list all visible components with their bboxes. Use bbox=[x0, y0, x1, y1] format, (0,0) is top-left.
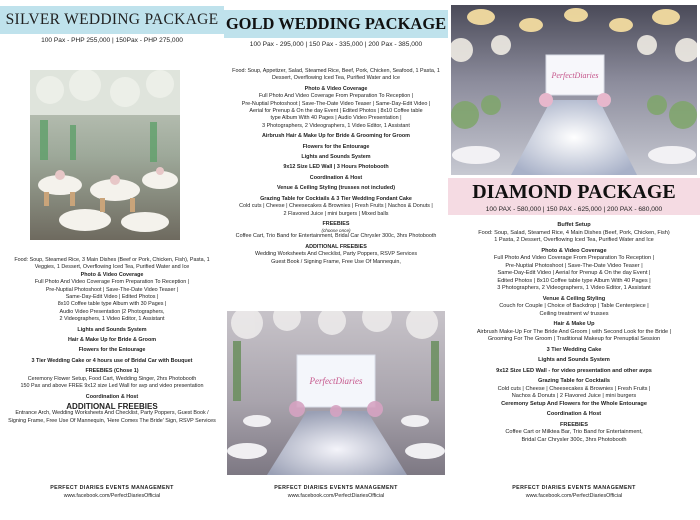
silver-additional-line: Entrance Arch, Wedding Worksheets And Checklist, Party Poppers, Guest Book / bbox=[15, 410, 209, 417]
gold-package-column bbox=[224, 0, 448, 520]
diamond-prices: 100 PAX - 580,000 | 150 PAX - 625,000 | 200 PAX - 680,000 bbox=[485, 206, 663, 213]
silver-food: Food: Soup, Steamed Rice, 3 Main Dishes (Beef or Pork, Chicken, Fish), Pasta, 1 Veggies, 1 Dessert, Overflowing Iced Tea, Purified Water and Ice bbox=[14, 257, 210, 271]
gold-flowers: Flowers for the Entourage bbox=[302, 143, 370, 150]
diamond-lights: Lights and Sounds System bbox=[538, 357, 610, 363]
diamond-grazing-heading: Grazing Table for Cocktails bbox=[537, 378, 610, 384]
diamond-photo-video-line: Edited Photos | 8x10 Coffee table type Album With 40 Pages | bbox=[497, 277, 651, 284]
silver-photo-video-line: Same-Day-Edit Video | Edited Photos | bbox=[65, 294, 159, 301]
silver-footer bbox=[0, 484, 224, 500]
gold-venue: Venue & Ceiling Styling (trusses not included) bbox=[276, 185, 395, 192]
diamond-hair-heading: Hair & Make Up bbox=[553, 321, 595, 327]
silver-additional-heading: ADDITIONAL FREEBIES bbox=[66, 401, 158, 411]
gold-grazing-line: 2 Flavored Juice | mini burgers | Mixed balls bbox=[283, 210, 389, 217]
diamond-details bbox=[448, 222, 700, 444]
diamond-venue-line: Couch for Couple | Choice of Backdrop | Table Centerpiece | bbox=[499, 303, 649, 309]
silver-details bbox=[0, 257, 224, 425]
silver-package-column bbox=[0, 0, 224, 520]
gold-footer bbox=[224, 484, 448, 500]
gold-photo-video-line: Pre-Nuptial Photoshoot | Save-The-Date Video Teaser | Same-Day-Edit Video | bbox=[241, 100, 431, 107]
gold-ledwall: 9x12 Size LED Wall | 3 Hours Photobooth bbox=[283, 164, 389, 171]
gold-additional-line: Guest Book / Signing Frame, Free Use Of Mannequin, bbox=[271, 258, 401, 265]
gold-photo-video-line: Full Photo And Video Coverage From Preparation To Reception | bbox=[258, 93, 414, 100]
diamond-footer-company: PERFECT DIARIES EVENTS MANAGEMENT bbox=[512, 485, 636, 491]
diamond-stage-sign: PerfectDiaries bbox=[551, 71, 599, 80]
gold-freebies-line: Coffee Cart, Trio Band for Entertainment, Bridal Car Chrysler 300c, 3hrs Photobooth bbox=[235, 233, 437, 240]
silver-photo-video-line: 8x10 Coffee table type Album with 30 Pages | bbox=[57, 301, 167, 308]
gold-freebies-sub: (choose once) bbox=[321, 228, 351, 234]
gold-grazing-line: Cold cuts | Cheese | Cheesecakes & Brownies | Fresh Fruits | Nachos & Donuts | bbox=[239, 203, 433, 210]
diamond-buffet-line: Food: Soup, Salad, Steamed Rice, 4 Main Dishes (Beef, Pork, Chicken, Fish) bbox=[478, 229, 670, 236]
gold-photo-video-heading: Photo & Video Coverage bbox=[304, 85, 368, 92]
diamond-header bbox=[448, 178, 700, 215]
silver-photo-video-line: 2 Videographers, 1 Video Editor, 1 Assistant bbox=[59, 316, 165, 323]
silver-venue-photo bbox=[30, 70, 180, 240]
silver-coordination: Coordination & Host bbox=[85, 393, 139, 400]
silver-freebies-line: 150 Pax and above FREE 9x12 size Led Wall for avp and video presentation bbox=[20, 383, 204, 390]
diamond-buffet-line: 1 Pasta, 2 Dessert, Overflowing Iced Tea, Purified Water and Ice bbox=[494, 237, 654, 243]
silver-freebies-heading: FREEBIES (Chose 1) bbox=[85, 368, 139, 375]
silver-freebies-line: Ceremony Flower Setup, Food Cart, Wedding Singer, 2hrs Photobooth bbox=[27, 375, 197, 382]
gold-prices: 100 Pax - 295,000 | 150 Pax - 335,000 | 200 Pax - 385,000 bbox=[249, 41, 423, 48]
gold-lights: Lights and Sounds System bbox=[301, 154, 371, 161]
silver-lights: Lights and Sounds System bbox=[77, 326, 147, 333]
silver-hair: Hair & Make Up for Bride & Groom bbox=[67, 337, 157, 344]
diamond-photo-video-heading: Photo & Video Coverage bbox=[541, 247, 607, 254]
diamond-hair-line: Airbrush Make-Up For The Bride And Groom | with Second Look for the Bride | bbox=[476, 328, 672, 335]
diamond-buffet-heading: Buffet Setup bbox=[557, 222, 591, 228]
gold-title: GOLD WEDDING PACKAGE bbox=[224, 10, 448, 38]
diamond-footer-url: www.facebook.com/PerfectDiariesOfficial bbox=[525, 493, 623, 499]
gold-freebies-heading: FREEBIES bbox=[322, 220, 350, 227]
diamond-grazing-line: Nachos & Donuts | 2 Flavored Juice | mini burgers bbox=[511, 393, 637, 399]
gold-coordination: Coordination & Host bbox=[309, 174, 363, 181]
silver-photo-video-line: Pre-Nuptial Photoshoot | Save-The-Date Video Teaser | bbox=[45, 286, 179, 293]
gold-additional-line: Wedding Worksheets And Checklist, Party Poppers, RSVP Services bbox=[254, 251, 418, 258]
diamond-package-column bbox=[448, 0, 700, 520]
diamond-ledwall: 9x12 Size LED Wall - for video presentation and other avps bbox=[496, 367, 652, 374]
gold-additional-heading: ADDITIONAL FREEBIES bbox=[305, 243, 367, 250]
gold-header bbox=[224, 10, 448, 48]
silver-photo-video-heading: Photo & Video Coverage bbox=[80, 271, 144, 278]
gold-food: Food: Soup, Appetizer, Salad, Steamed Rice, Beef, Pork, Chicken, Seafood, 1 Pasta, 1 Dessert, Overflowing Iced Tea, Purified Water and Ice bbox=[232, 68, 440, 82]
diamond-coordination: Coordination & Host bbox=[546, 411, 602, 417]
diamond-photo-video-line: Full Photo And Video Coverage From Preparation To Reception | bbox=[493, 255, 655, 261]
diamond-photo-video-line: 3 Photographers, 2 Videographers, 1 Video Editor, 1 Assistant bbox=[497, 285, 651, 291]
gold-grazing-heading: Grazing Table for Cocktails & 3 Tier Wedding Fondant Cake bbox=[260, 195, 412, 202]
diamond-title: DIAMOND PACKAGE bbox=[448, 178, 700, 206]
gold-photo-video-line: type Album With 40 Pages | Audio Video Presentation | bbox=[270, 115, 402, 122]
silver-additional-line: Signing Frame, Free Use Of Mannequin, 'Here Comes The Bride' Sign, RSVP Services bbox=[8, 417, 216, 424]
silver-cake: 3 Tier Wedding Cake or 4 hours use of Bridal Car with Bouquet bbox=[31, 357, 193, 364]
diamond-ceremony: Ceremony Setup And Flowers for the Whole Entourage bbox=[501, 400, 647, 407]
diamond-freebies-heading: FREEBIES bbox=[560, 421, 588, 428]
diamond-photo-video-line: Pre-Nuptial Photoshoot | Save-The-Date Video Teaser | bbox=[505, 262, 643, 269]
silver-footer-company: PERFECT DIARIES EVENTS MANAGEMENT bbox=[50, 485, 174, 491]
diamond-grazing-line: Cold cuts | Cheese | Cheesecakes & Brownies | Fresh Fruits | bbox=[497, 385, 651, 392]
silver-photo-video-line: Audio Video Presentation |2 Photographers, bbox=[59, 308, 165, 315]
silver-flowers: Flowers for the Entourage bbox=[78, 347, 146, 354]
gold-photo-video-line: Aerial for Prenup & On the day Event | Edited Photos | 8x10 Coffee table bbox=[249, 108, 423, 115]
diamond-freebies-line: Coffee Cart or Milktea Bar, Trio Band for Entertainment, bbox=[505, 429, 643, 435]
diamond-footer bbox=[448, 484, 700, 500]
diamond-venue-heading: Venue & Ceiling Styling bbox=[542, 295, 606, 302]
silver-title: SILVER WEDDING PACKAGE bbox=[0, 6, 224, 34]
silver-prices: 100 Pax - PHP 255,000 | 150Pax - PHP 275,000 bbox=[41, 37, 183, 44]
gold-venue-photo bbox=[227, 311, 445, 475]
gold-footer-company: PERFECT DIARIES EVENTS MANAGEMENT bbox=[274, 485, 398, 491]
diamond-venue-line: Ceiling treatment w/ trusses bbox=[539, 310, 609, 317]
silver-footer-url: www.facebook.com/PerfectDiariesOfficial bbox=[63, 493, 161, 499]
gold-footer-url: www.facebook.com/PerfectDiariesOfficial bbox=[287, 493, 385, 499]
gold-photo-video-line: 3 Photographers, 2 Videographers, 1 Video Editor, 1 Assistant bbox=[262, 122, 410, 129]
diamond-hair-line: Grooming For The Groom | Traditional Makeup for Prenuptial Session bbox=[487, 336, 661, 342]
gold-details bbox=[224, 68, 448, 266]
diamond-cake: 3 Tier Wedding Cake bbox=[546, 346, 602, 353]
gold-stage-sign: PerfectDiaries bbox=[309, 376, 363, 386]
diamond-photo-video-line: Same-Day-Edit Video | Aerial for Prenup & On the day Event | bbox=[497, 270, 651, 276]
diamond-freebies-line: Bridal Car Chrysler 300c, 3hrs Photobooth bbox=[521, 436, 627, 443]
silver-header bbox=[0, 6, 224, 44]
gold-airbrush: Airbrush Hair & Make Up for Bride & Grooming for Groom bbox=[262, 133, 410, 140]
silver-photo-video-line: Full Photo And Video Coverage From Preparation To Reception | bbox=[34, 279, 190, 286]
diamond-venue-photo bbox=[451, 5, 697, 175]
